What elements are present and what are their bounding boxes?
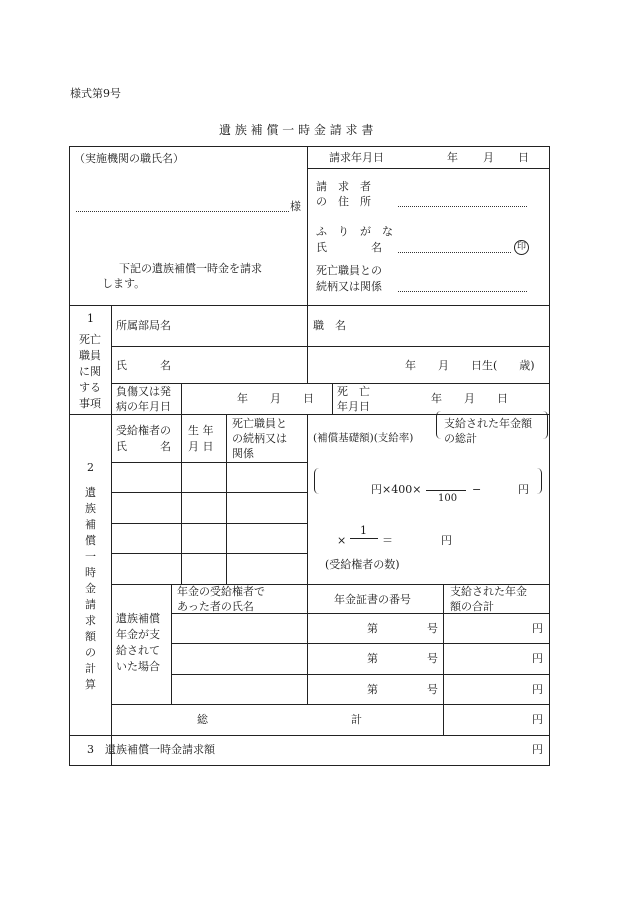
injury-date-text: 年 月 日	[237, 392, 314, 405]
cert-dai-row3: 第	[367, 683, 378, 696]
section2-label-char: 遺	[85, 486, 96, 499]
office-label: （実施機関の職氏名）	[74, 152, 184, 165]
section1-label-3: に関	[79, 365, 101, 378]
col-relation-3: 関係	[232, 447, 254, 460]
pension-case-label-1: 遺族補償	[116, 612, 160, 625]
total-yen: 円	[532, 713, 543, 726]
formula-main: 円×400×	[371, 483, 422, 496]
pension-case-label-4: いた場合	[116, 660, 160, 673]
section1-number: 1	[87, 312, 94, 325]
relation-field[interactable]	[398, 291, 527, 292]
request-date-month: 月	[483, 151, 494, 164]
cert-go-row3: 号	[427, 683, 438, 696]
form-number: 様式第9号	[70, 87, 121, 100]
claimant-name-label: 氏 名	[316, 241, 382, 254]
claimant-name-field[interactable]	[398, 252, 511, 253]
section3-label: 3 遺族補償一時金請求額	[87, 743, 215, 756]
dept-label: 所属部局名	[116, 319, 171, 332]
section2-label-char: 時	[85, 566, 96, 579]
section2-label-char: 償	[85, 534, 96, 547]
section2-label-char: 額	[85, 630, 96, 643]
section3-yen: 円	[532, 743, 543, 756]
section1-label-2: 職員	[79, 349, 101, 362]
section2-label-char: の	[85, 646, 96, 659]
formula-times: ×	[337, 534, 347, 547]
cert-dai-row2: 第	[367, 652, 378, 665]
formula-header: (補償基礎額)(支給率)	[313, 432, 414, 444]
section2-number: 2	[87, 461, 94, 474]
injury-date-label1: 負傷又は発	[116, 385, 171, 398]
sama-suffix: 様	[290, 200, 301, 213]
death-date-label2: 年月日	[337, 400, 370, 413]
col-recipient-name-1: 受給権者の	[116, 424, 171, 437]
pension-case-label-3: 給されて	[116, 644, 160, 657]
pension-yen-row3: 円	[532, 683, 543, 696]
section1-label-1: 死亡	[79, 333, 101, 346]
formula-fraction-bar-2	[350, 538, 378, 539]
death-date-label1: 死 亡	[337, 385, 370, 398]
pension-sum-header-1: 支給された年金	[450, 585, 527, 598]
cert-go-row1: 号	[427, 622, 438, 635]
seal-mark: 印	[514, 240, 529, 255]
pension-name-header-2: あった者の氏名	[177, 600, 254, 613]
pension-sum-header-2: 額の合計	[450, 600, 494, 613]
form-title: 遺 族 補 償 一 時 金 請 求 書	[219, 123, 374, 137]
section1-label-5: 事項	[79, 397, 101, 410]
post-label: 職 名	[313, 319, 346, 332]
section2-label-char: 一	[85, 550, 96, 563]
col-relation-2: の続柄又は	[232, 432, 287, 445]
formula-yen-1: 円	[518, 483, 529, 496]
col-recipient-name-2: 氏 名	[116, 440, 171, 453]
paid-total-label-1: 支給された年金額	[444, 417, 532, 430]
col-relation-1: 死亡職員と	[232, 417, 287, 430]
total-label: 総 計	[197, 713, 362, 726]
furigana-label: ふ り が な	[316, 225, 393, 238]
request-date-year: 年	[447, 151, 458, 164]
col-birth-2: 月 日	[188, 440, 214, 453]
pension-yen-row1: 円	[532, 622, 543, 635]
section2-label-char: 金	[85, 582, 96, 595]
injury-date-label2: 病の年月日	[116, 400, 171, 413]
relation-label2: 続柄又は関係	[316, 280, 382, 293]
section2-label-char: 請	[85, 598, 96, 611]
office-name-field[interactable]	[76, 211, 289, 212]
request-text-line1: 下記の遺族補償一時金を請求	[119, 262, 262, 275]
cert-dai-row1: 第	[367, 622, 378, 635]
relation-label1: 死亡職員との	[316, 264, 382, 277]
formula-one: 1	[360, 524, 367, 537]
death-date-text: 年 月 日	[431, 392, 508, 405]
formula-denominator: 100	[438, 493, 458, 504]
request-date-day: 日	[518, 151, 529, 164]
claimant-address-label2: の 住 所	[316, 195, 371, 208]
paid-total-label-2: の総計	[444, 432, 477, 445]
claimant-address-field[interactable]	[398, 206, 527, 207]
formula-equals: ＝	[382, 534, 393, 547]
col-birth-1: 生 年	[188, 424, 214, 437]
pension-case-label-2: 年金が支	[116, 628, 160, 641]
claimant-address-label1: 請 求 者	[316, 180, 371, 193]
request-text-line2: します。	[102, 277, 146, 290]
section2-label-char: 補	[85, 518, 96, 531]
deceased-name-label: 氏 名	[116, 359, 171, 372]
request-date-label: 請求年月日	[329, 151, 384, 164]
section2-label-char: 計	[85, 662, 96, 675]
cert-go-row2: 号	[427, 652, 438, 665]
formula-yen-2: 円	[441, 534, 452, 547]
section2-label-char: 求	[85, 614, 96, 627]
section1-label-4: する	[79, 381, 101, 394]
cert-number-header: 年金証書の番号	[334, 593, 411, 606]
formula-minus: −	[472, 483, 482, 496]
pension-name-header-1: 年金の受給権者で	[177, 585, 265, 598]
recipients-count-label: (受給権者の数)	[325, 558, 400, 571]
section2-label-char: 算	[85, 678, 96, 691]
section2-label-char: 族	[85, 502, 96, 515]
pension-yen-row2: 円	[532, 652, 543, 665]
formula-fraction-bar	[426, 490, 466, 491]
birth-date-text: 年 月 日生( 歳)	[405, 359, 535, 372]
